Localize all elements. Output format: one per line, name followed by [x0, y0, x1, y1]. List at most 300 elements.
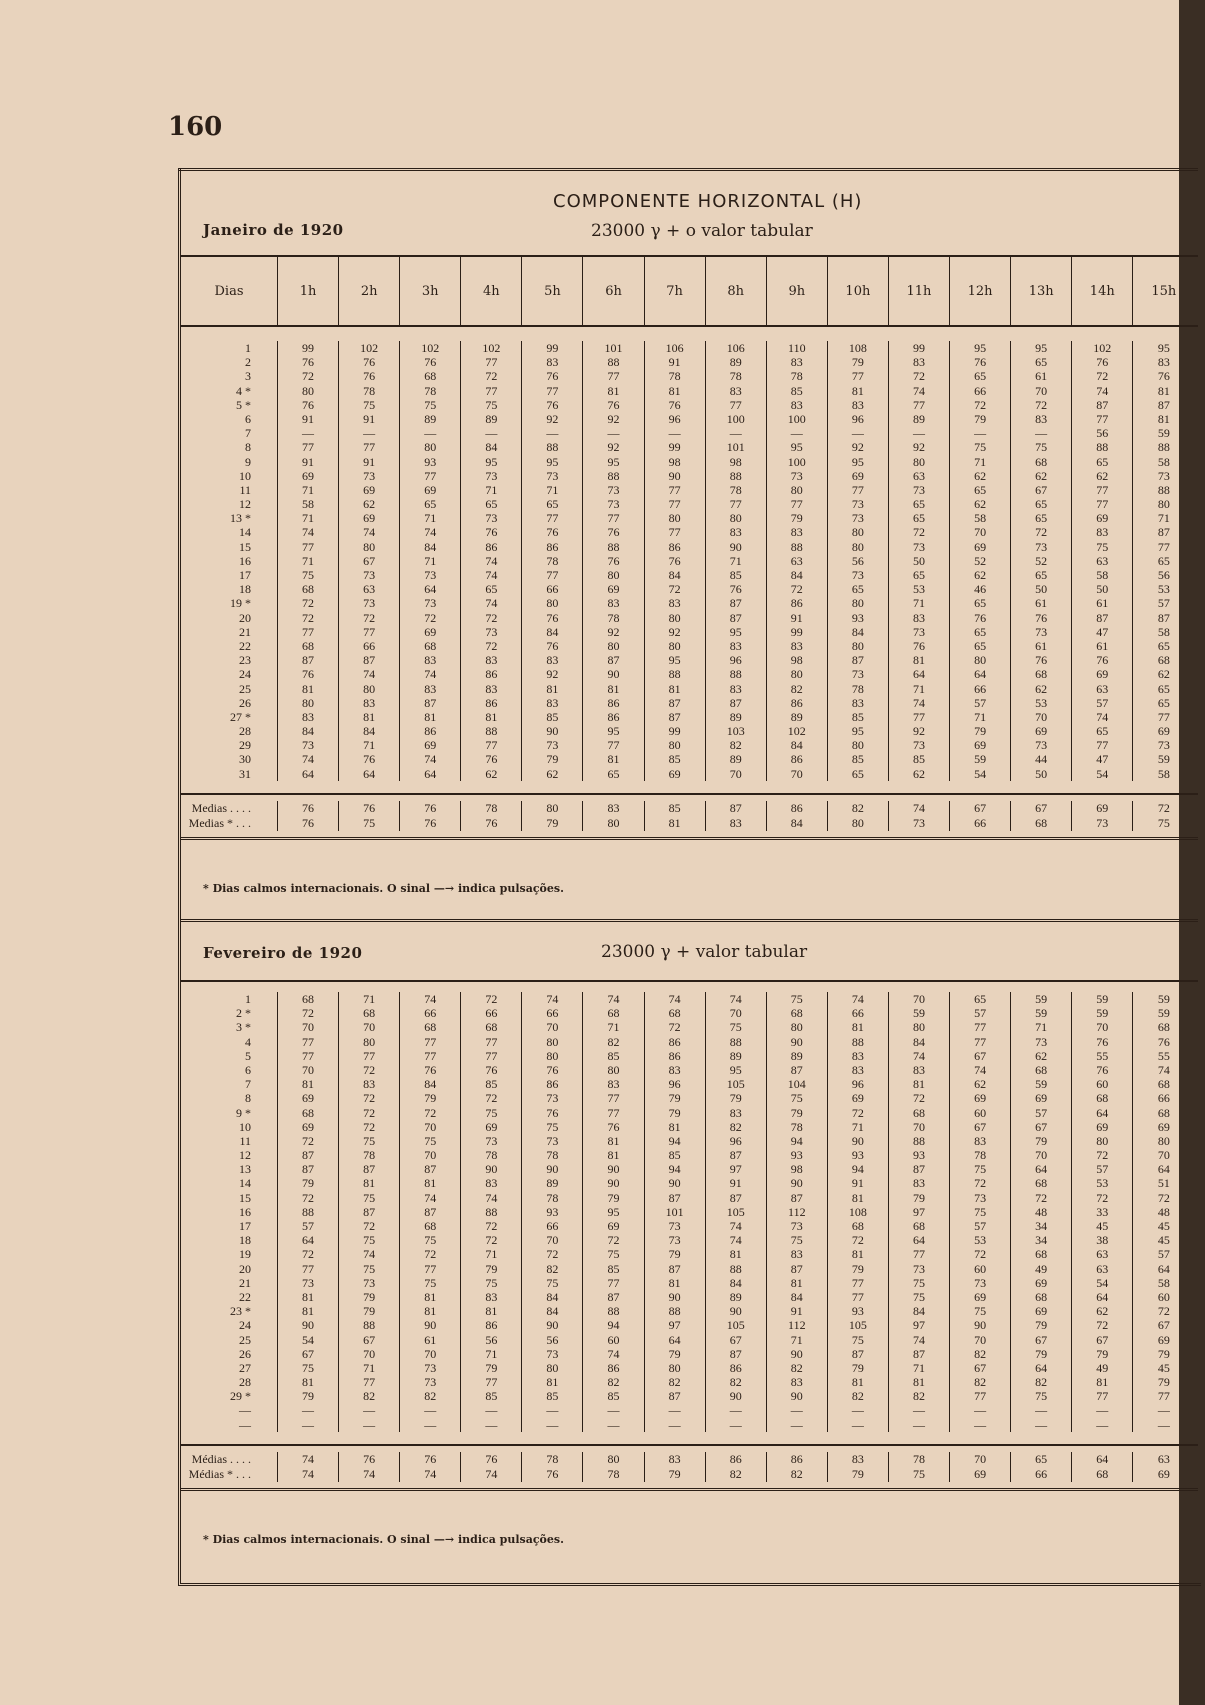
table-cell: 81 — [607, 383, 620, 398]
table-cell: 74 — [302, 1451, 315, 1466]
day-label: 10 — [239, 468, 251, 483]
table-cell: 83 — [1035, 411, 1048, 426]
table-cell: 86 — [607, 1360, 620, 1375]
day-label: 9 * — [236, 1105, 251, 1120]
hour-column — [828, 801, 889, 831]
table-cell: 81 — [485, 709, 498, 724]
table-cell: 93 — [851, 1304, 864, 1319]
table-cell: 72 — [363, 610, 376, 625]
table-cell: — — [912, 426, 925, 441]
table-cell: 67 — [1035, 800, 1048, 815]
day-label: 7 — [245, 426, 251, 441]
table-cell: — — [1096, 1403, 1109, 1418]
table-cell: 90 — [668, 468, 681, 483]
table-cell: 62 — [1035, 468, 1048, 483]
table-cell: 73 — [424, 568, 437, 582]
table-cell: 80 — [302, 383, 315, 398]
table-cell: 88 — [790, 539, 803, 554]
table-cell: 73 — [546, 1133, 559, 1148]
table-cell: 79 — [485, 1360, 498, 1375]
table-cell: 79 — [1035, 1133, 1048, 1148]
table-cell: 81 — [790, 1275, 803, 1290]
table-cell: 87 — [851, 1346, 864, 1361]
table-cell: 106 — [726, 341, 745, 355]
table-cell: 84 — [790, 1289, 803, 1304]
table-cell: 75 — [974, 1204, 987, 1219]
table-cell: 85 — [485, 1389, 498, 1404]
table-cell: 69 — [607, 1219, 620, 1233]
column-header-hour: 4h — [461, 257, 522, 325]
table-cell: 73 — [851, 568, 864, 582]
table-cell: 70 — [546, 1233, 559, 1248]
table-cell: 99 — [302, 341, 315, 355]
table-cell: 90 — [729, 1304, 742, 1319]
component-title: COMPONENTE HORIZONTAL (H) — [553, 191, 863, 212]
table-cell: 81 — [668, 1275, 681, 1290]
table-cell: 81 — [851, 1020, 864, 1035]
table-cell: 75 — [424, 1133, 437, 1148]
table-cell: 68 — [1157, 1105, 1170, 1120]
table-cell: 75 — [485, 397, 498, 412]
table-cell: 77 — [1157, 539, 1170, 554]
table-cell: 83 — [851, 397, 864, 412]
table-cell: 65 — [424, 497, 437, 512]
table-cell: 84 — [729, 1275, 742, 1290]
hour-column — [767, 992, 828, 1432]
table-cell: 100 — [787, 411, 806, 426]
hour-column — [1011, 341, 1072, 781]
table-cell: 80 — [851, 738, 864, 753]
table-cell: 62 — [974, 568, 987, 582]
table-cell: 90 — [607, 1162, 620, 1177]
table-cell: 92 — [668, 624, 681, 639]
table-cell: 75 — [912, 1466, 925, 1481]
day-column — [181, 992, 278, 1432]
table-cell: 59 — [1157, 752, 1170, 767]
day-label: 1 — [245, 341, 251, 355]
table-cell: 87 — [851, 653, 864, 668]
table-cell: 81 — [668, 681, 681, 696]
table-cell: 86 — [668, 1048, 681, 1063]
table-cell: 99 — [912, 341, 925, 355]
table-cell: 72 — [363, 1119, 376, 1134]
table-cell: 81 — [607, 1148, 620, 1163]
table-cell: — — [424, 1417, 437, 1432]
hour-column — [950, 341, 1011, 781]
table-cell: 91 — [790, 1304, 803, 1319]
table-cell: 80 — [851, 596, 864, 611]
table-cell: 66 — [1157, 1091, 1170, 1106]
table-cell: 60 — [974, 1105, 987, 1120]
table-cell: 84 — [546, 1289, 559, 1304]
table-cell: 77 — [1096, 497, 1109, 512]
table-cell: — — [546, 1417, 559, 1432]
medias-block — [181, 1446, 1198, 1491]
table-cell: 76 — [302, 667, 315, 682]
table-cell: 70 — [974, 1451, 987, 1466]
table-cell: 69 — [424, 738, 437, 753]
table-cell: 93 — [912, 1148, 925, 1163]
table-cell: 75 — [363, 1190, 376, 1205]
table-cell: 65 — [607, 766, 620, 781]
january-header — [181, 171, 1198, 257]
table-cell: 59 — [1157, 426, 1170, 441]
table-cell: 81 — [485, 1304, 498, 1319]
day-label: 1 — [245, 992, 251, 1006]
table-cell: 76 — [1157, 369, 1170, 384]
table-cell: 63 — [363, 582, 376, 597]
table-cell: 85 — [546, 1389, 559, 1404]
table-cell: 71 — [912, 681, 925, 696]
table-cell: 87 — [729, 1148, 742, 1163]
table-cell: 67 — [1035, 1119, 1048, 1134]
data-block — [181, 327, 1198, 795]
table-cell: 93 — [790, 1148, 803, 1163]
table-cell: 86 — [790, 752, 803, 767]
table-cell: 79 — [851, 1466, 864, 1481]
table-cell: 72 — [485, 638, 498, 653]
table-cell: 89 — [912, 411, 925, 426]
february-header — [181, 922, 1198, 982]
day-label: 14 — [239, 525, 251, 540]
table-cell: 84 — [790, 738, 803, 753]
table-cell: 73 — [974, 1275, 987, 1290]
table-cell: 72 — [1035, 1190, 1048, 1205]
table-cell: 68 — [912, 1105, 925, 1120]
table-cell: 71 — [1035, 1020, 1048, 1035]
table-cell: 102 — [787, 724, 806, 739]
table-cell: — — [607, 1403, 620, 1418]
table-cell: 72 — [974, 397, 987, 412]
table-cell: 76 — [546, 369, 559, 384]
table-cell: 88 — [363, 1318, 376, 1333]
table-cell: 87 — [729, 596, 742, 611]
hour-column — [278, 1452, 339, 1482]
table-cell: 70 — [363, 1020, 376, 1035]
table-cell: 79 — [363, 1304, 376, 1319]
table-cell: 81 — [1157, 411, 1170, 426]
table-cell: 77 — [974, 1389, 987, 1404]
day-column — [181, 1452, 278, 1482]
table-cell: 60 — [1096, 1077, 1109, 1092]
table-cell: 83 — [729, 681, 742, 696]
table-cell: 71 — [1157, 511, 1170, 526]
table-cell: 72 — [1157, 1304, 1170, 1319]
column-header-hour: 11h — [889, 257, 950, 325]
table-cell: 69 — [668, 766, 681, 781]
table-cell: 74 — [729, 992, 742, 1006]
table-cell: 63 — [1096, 1261, 1109, 1276]
table-cell: 71 — [546, 482, 559, 497]
table-cell: 75 — [546, 1119, 559, 1134]
table-cell: 81 — [607, 1133, 620, 1148]
table-cell: 77 — [546, 383, 559, 398]
table-cell: 95 — [851, 454, 864, 469]
hour-column — [950, 992, 1011, 1432]
table-cell: 76 — [1035, 653, 1048, 668]
table-cell: 84 — [912, 1304, 925, 1319]
table-cell: 83 — [790, 525, 803, 540]
table-cell: 95 — [790, 440, 803, 455]
table-cell: 92 — [607, 440, 620, 455]
table-cell: 74 — [729, 1219, 742, 1233]
table-cell: 77 — [851, 482, 864, 497]
table-cell: 72 — [485, 1091, 498, 1106]
table-cell: 83 — [485, 1289, 498, 1304]
table-cell: 79 — [790, 1105, 803, 1120]
table-cell: 87 — [668, 695, 681, 710]
table-cell: 95 — [729, 1062, 742, 1077]
day-column — [181, 341, 278, 781]
table-cell: 87 — [363, 1204, 376, 1219]
table-cell: 87 — [424, 1204, 437, 1219]
table-cell: 76 — [1035, 610, 1048, 625]
table-cell: — — [546, 1403, 559, 1418]
table-cell: 75 — [607, 1247, 620, 1262]
table-cell: 74 — [668, 992, 681, 1006]
table-cell: 85 — [607, 1261, 620, 1276]
table-cell: 76 — [974, 610, 987, 625]
table-cell: 93 — [546, 1204, 559, 1219]
table-cell: 76 — [546, 1466, 559, 1481]
table-cell: 81 — [729, 1247, 742, 1262]
table-cell: 80 — [668, 1360, 681, 1375]
table-cell: 84 — [424, 539, 437, 554]
hour-column — [889, 801, 950, 831]
table-cell: 75 — [546, 1275, 559, 1290]
table-cell: 64 — [1157, 1261, 1170, 1276]
table-cell: 83 — [546, 355, 559, 370]
table-cell: 94 — [790, 1133, 803, 1148]
hour-column — [645, 341, 706, 781]
day-label: 11 — [239, 482, 251, 497]
table-cell: 62 — [363, 497, 376, 512]
hour-column — [1133, 992, 1194, 1432]
table-cell: 81 — [302, 1077, 315, 1092]
table-cell: 80 — [546, 1360, 559, 1375]
month-title: Fevereiro de 1920 — [203, 944, 363, 962]
table-cell: 86 — [668, 1034, 681, 1049]
table-cell: 79 — [1035, 1318, 1048, 1333]
table-cell: 81 — [912, 1375, 925, 1390]
table-cell: 83 — [729, 638, 742, 653]
table-cell: 66 — [974, 815, 987, 830]
hour-column — [645, 992, 706, 1432]
table-cell: 75 — [974, 1304, 987, 1319]
table-cell: 79 — [668, 1105, 681, 1120]
table-cell: 102 — [482, 341, 501, 355]
day-label: 16 — [239, 1204, 251, 1219]
table-cell: 72 — [1096, 1318, 1109, 1333]
table-cell: 74 — [485, 596, 498, 611]
table-cell: 62 — [1035, 681, 1048, 696]
table-cell: 81 — [912, 1077, 925, 1092]
table-cell: 68 — [1157, 1020, 1170, 1035]
table-cell: 82 — [851, 800, 864, 815]
table-cell: 80 — [668, 738, 681, 753]
table-cell: 84 — [546, 624, 559, 639]
table-cell: 50 — [1035, 582, 1048, 597]
table-cell: 95 — [668, 653, 681, 668]
table-cell: 94 — [607, 1318, 620, 1333]
table-cell: 80 — [546, 1048, 559, 1063]
hour-column — [889, 341, 950, 781]
table-cell: 82 — [912, 1389, 925, 1404]
hour-column — [339, 341, 400, 781]
table-cell: 105 — [726, 1204, 745, 1219]
table-cell: 78 — [607, 610, 620, 625]
day-label: 26 — [239, 695, 251, 710]
table-cell: 88 — [485, 724, 498, 739]
table-cell: 105 — [726, 1077, 745, 1092]
table-cell: 74 — [912, 695, 925, 710]
table-cell: 71 — [790, 1332, 803, 1347]
table-cell: 82 — [729, 1119, 742, 1134]
table-cell: 83 — [974, 1133, 987, 1148]
table-cell: 56 — [485, 1332, 498, 1347]
table-cell: 77 — [729, 497, 742, 512]
table-cell: 69 — [1096, 511, 1109, 526]
table-cell: 90 — [790, 1389, 803, 1404]
table-cell: 86 — [607, 695, 620, 710]
table-cell: 72 — [302, 1133, 315, 1148]
table-cell: 74 — [424, 992, 437, 1006]
table-cell: 58 — [1157, 454, 1170, 469]
table-cell: — — [729, 1417, 742, 1432]
table-cell: 49 — [1035, 1261, 1048, 1276]
table-cell: 58 — [1157, 624, 1170, 639]
table-cell: 91 — [302, 411, 315, 426]
table-cell: 73 — [607, 482, 620, 497]
table-cell: 92 — [851, 440, 864, 455]
table-cell: — — [1035, 1403, 1048, 1418]
table-cell: 73 — [424, 1360, 437, 1375]
table-cell: 92 — [546, 667, 559, 682]
table-cell: 80 — [1096, 1133, 1109, 1148]
table-cell: 72 — [363, 1062, 376, 1077]
table-cell: 52 — [974, 553, 987, 568]
column-header-hour: 12h — [950, 257, 1011, 325]
table-cell: 85 — [851, 752, 864, 767]
table-cell: 85 — [668, 752, 681, 767]
table-cell: 96 — [729, 1133, 742, 1148]
table-cell: 82 — [729, 1466, 742, 1481]
table-cell: 68 — [302, 582, 315, 597]
table-cell: 80 — [607, 1062, 620, 1077]
table-cell: 72 — [302, 369, 315, 384]
table-cell: 90 — [302, 1318, 315, 1333]
table-cell: 77 — [302, 624, 315, 639]
table-cell: 68 — [1157, 653, 1170, 668]
table-cell: 83 — [607, 596, 620, 611]
table-cell: 66 — [1035, 1466, 1048, 1481]
table-cell: 51 — [1157, 1176, 1170, 1191]
hour-column — [828, 992, 889, 1432]
table-cell: 62 — [1096, 1304, 1109, 1319]
day-label: 6 — [245, 411, 251, 426]
table-cell: 64 — [912, 1233, 925, 1248]
table-cell: 76 — [363, 369, 376, 384]
table-cell: 81 — [668, 383, 681, 398]
table-cell: 78 — [729, 369, 742, 384]
table-cell: 77 — [363, 1375, 376, 1390]
table-cell: 62 — [485, 766, 498, 781]
table-cell: 78 — [729, 482, 742, 497]
table-cell: 86 — [485, 695, 498, 710]
table-cell: 75 — [302, 1360, 315, 1375]
table-cell: 95 — [974, 341, 987, 355]
table-cell: 86 — [546, 1077, 559, 1092]
table-cell: 80 — [607, 1451, 620, 1466]
table-cell: 89 — [729, 709, 742, 724]
table-cell: 95 — [851, 724, 864, 739]
table-cell: 87 — [729, 1346, 742, 1361]
table-cell: 70 — [424, 1148, 437, 1163]
table-cell: 80 — [546, 800, 559, 815]
table-cell: 84 — [363, 724, 376, 739]
table-cell: 95 — [729, 624, 742, 639]
table-cell: — — [790, 1403, 803, 1418]
table-cell: 102 — [421, 341, 440, 355]
table-cell: 69 — [1096, 800, 1109, 815]
table-cell: 75 — [1035, 1389, 1048, 1404]
table-cell: 90 — [790, 1346, 803, 1361]
table-cell: 77 — [974, 1020, 987, 1035]
table-cell: 72 — [1096, 1148, 1109, 1163]
table-cell: 76 — [912, 638, 925, 653]
table-cell: 70 — [546, 1020, 559, 1035]
table-cell: 77 — [302, 539, 315, 554]
table-cell: 68 — [485, 1020, 498, 1035]
day-label: 12 — [239, 497, 251, 512]
table-cell: 64 — [974, 667, 987, 682]
day-label: 8 — [245, 1091, 251, 1106]
table-cell: 65 — [485, 497, 498, 512]
table-cell: 58 — [974, 511, 987, 526]
table-cell: 90 — [974, 1318, 987, 1333]
table-cell: 75 — [363, 1233, 376, 1248]
table-cell: 82 — [851, 1389, 864, 1404]
table-cell: 77 — [790, 497, 803, 512]
table-cell: 88 — [851, 1034, 864, 1049]
table-cell: — — [546, 426, 559, 441]
column-header-hour: 6h — [583, 257, 644, 325]
table-cell: 66 — [546, 1006, 559, 1021]
table-cell: 71 — [729, 553, 742, 568]
table-cell: 64 — [424, 766, 437, 781]
table-cell: 74 — [1096, 383, 1109, 398]
table-cell: 53 — [1035, 695, 1048, 710]
day-label: Medias * . . . — [188, 815, 251, 830]
table-cell: 87 — [668, 1261, 681, 1276]
table-cell: 64 — [1035, 1360, 1048, 1375]
table-cell: 70 — [1035, 709, 1048, 724]
table-cell: 79 — [668, 1091, 681, 1106]
table-cell: 87 — [790, 1062, 803, 1077]
table-cell: 59 — [1035, 1006, 1048, 1021]
table-cell: 78 — [546, 1451, 559, 1466]
table-cell: 73 — [974, 1190, 987, 1205]
table-cell: 81 — [851, 1375, 864, 1390]
table-cell: 96 — [668, 411, 681, 426]
hour-column — [1011, 992, 1072, 1432]
table-cell: 76 — [607, 525, 620, 540]
hour-column — [400, 801, 461, 831]
table-cell: 68 — [1035, 815, 1048, 830]
table-cell: 80 — [607, 568, 620, 582]
table-cell: 72 — [912, 369, 925, 384]
hour-column — [400, 992, 461, 1432]
